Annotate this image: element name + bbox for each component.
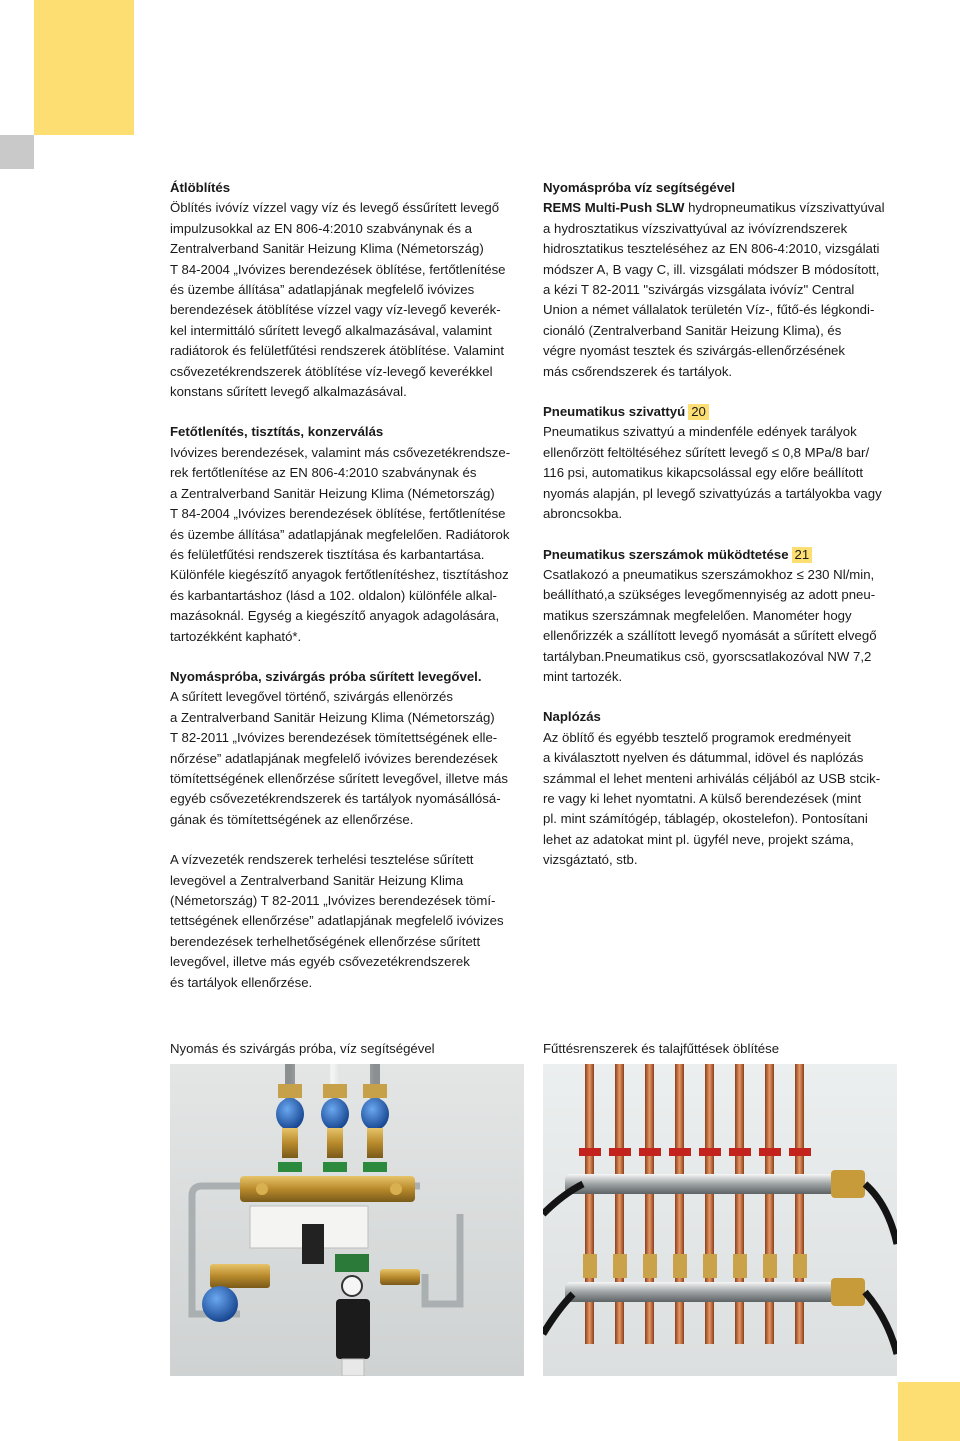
section-atoblites — [170, 178, 526, 402]
text-line: más csőrendszerek és tartályok. — [543, 363, 733, 379]
text-line: rek fertőtlenítése az EN 806-4:2010 szabványnak és — [170, 465, 477, 481]
text-line: 116 psi, automatikus kikapcsolással egy előre beállított — [543, 465, 864, 481]
text-line: impulzusokkal az EN 806-4:2010 szabványnak és a — [170, 220, 473, 236]
text-line: és tartályok ellenőrzése. — [170, 974, 313, 990]
right-text-column — [543, 178, 899, 891]
text-line: mint tartozék. — [543, 668, 623, 684]
text-line: a Zentralverband Sanitär Heizung Klima (Németország) — [170, 709, 495, 725]
text-line: Zentralverband Sanitär Heizung Klima (Németország) — [170, 241, 484, 257]
text-line: re vagy ki lehet nyomtatni. A külső berendezések (mint — [543, 790, 862, 806]
text-line: berendezések terhelhetőségének ellenőrzése sűrített — [170, 933, 481, 949]
text-line: beállítható,a szükséges levegőmennyiség az adott pneu- — [543, 587, 876, 603]
photo-water-pressure-test — [170, 1064, 524, 1376]
text-line: (Németország) T 82-2011 „Ivóvizes berendezések tömí- — [170, 893, 496, 908]
text-line: gának és tömítettségének az ellenőrzése. — [170, 811, 414, 827]
text-line: hidrosztatikus teszteléséhez az EN 806-4:2010, vizsgálati — [543, 241, 880, 257]
text-line: a kézi T 82-2011 "szivárgás vizsgálata ivóvíz" Central — [543, 282, 855, 298]
text-line: és üzembe állítása” adatlapjának megfelelő ivóvizes — [170, 282, 475, 298]
text-line: számmal el lehet menteni arhiválás céljából az USB stcik- — [543, 770, 881, 786]
section-heading: Nyomáspróba, szivárgás próba sűrített levegővel. — [170, 668, 482, 684]
section-heading-row — [543, 402, 899, 422]
text-line: kel intermittáló sűrített levegő alkalmazásával, valamint — [170, 322, 492, 338]
text-line: ellenőrzött feltöltéséhez sűrített levegő ≤ 0,8 MPa/8 bar/ — [543, 444, 870, 460]
page-reference-badge: 21 — [792, 547, 813, 563]
text-line: Ivóvizes berendezések, valamint más csővezetékrendsze- — [170, 444, 511, 460]
decorative-corner-block — [898, 1382, 960, 1441]
text-line: abroncsokba. — [543, 506, 623, 522]
text-line: pl. mint számítógép, táblagép, okostelefon). Pontosítani — [543, 811, 868, 827]
text-line: tartályban.Pneumatikus csö, gyorscsatlakozóval NW 7,2 — [543, 648, 872, 664]
text-line: Az öblítő és egyébb tesztelő programok eredményeit — [543, 729, 851, 745]
text-line: Pneumatikus szivattyú a mindenféle edények tarályok — [543, 424, 857, 440]
section-heading: Fetőtlenítés, tisztítás, konzerválás — [170, 424, 384, 440]
text-line: cionáló (Zentralverband Sanitär Heizung Klima), és — [543, 322, 842, 338]
section-fertotlenites — [170, 422, 526, 646]
text-line: A vízvezeték rendszerek terhelési tesztelése sűrített — [170, 852, 474, 868]
text-line: nőrzése” adatlapjának megfelelő ivóvizes berendezések — [170, 750, 498, 766]
text-line: A sűrített levegővel történő, szivárgás ellenörzés — [170, 689, 453, 705]
text-line — [543, 198, 899, 218]
text-line: Union a német vállalatok területén Víz-, fűtő-és légkondi- — [543, 302, 875, 318]
section-heading: Naplózás — [543, 709, 601, 725]
text-line: ellenőrizzék a szállított levegő nyomását a sűrített elvegő — [543, 628, 877, 644]
text-line: tartozékként kapható*. — [170, 628, 302, 644]
decorative-yellow-block — [34, 0, 134, 135]
text-fragment: hydropneumatikus vízszivattyúval — [684, 200, 885, 216]
text-line: és karbantartáshoz (lásd a 102. oldalon) különféle alkal- — [170, 587, 497, 603]
text-line: a kiválasztott nyelven és dátummal, idövel és naplózás — [543, 750, 864, 766]
text-line: nyomás alapján, pl levegő szivattyúzás a tartályokba vagy — [543, 485, 882, 501]
text-line: berendezések átöblítése vízzel vagy víz-levegő keverék- — [170, 302, 501, 318]
text-line: T 82-2011 „Ivóvizes berendezések tömítettségének elle- — [170, 730, 498, 746]
page-reference-badge: 20 — [688, 404, 709, 420]
text-line: lehet az adatokat mint pl. ügyfél neve, projekt száma, — [543, 831, 854, 847]
text-line: tettségének ellenőrzése” adatlapjának megfelelő ivóvizes — [170, 913, 504, 929]
text-line: a Zentralverband Sanitär Heizung Klima (Németország) — [170, 485, 495, 501]
section-naplozas — [543, 707, 899, 870]
text-line: a hydrosztatikus vízszivattyúval az ivóvízrendszerek — [543, 220, 848, 236]
text-line: Csatlakozó a pneumatikus szerszámokhoz ≤ 230 Nl/min, — [543, 566, 875, 582]
text-line: radiátorok és felületfűtési rendszerek átöblítése. Valamint — [170, 343, 505, 359]
text-line: T 84-2004 „Ivóvizes berendezések öblítése, fertőtlenítése — [170, 506, 506, 522]
text-line: konstans sűrített levegő alkalmazásával. — [170, 384, 407, 400]
text-line: mazásoknál. Egység a kiegészítő anyagok adagolására, — [170, 608, 500, 624]
photo-floor-heating-flush — [543, 1064, 897, 1376]
text-line: és üzembe állítása” adatlapjának megfelelően. Radiátorok — [170, 526, 510, 542]
text-line: egyéb csővezetékrendszerek és tartályok nyomásállósá- — [170, 791, 501, 807]
text-line: vizsgáztató, stb. — [543, 852, 638, 868]
text-line: T 84-2004 „Ivóvizes berendezések öblítése, fertőtlenítése — [170, 261, 506, 277]
text-line: levegövel a Zentralverband Sanitär Heizung Klima — [170, 872, 464, 888]
section-heading: Pneumatikus szerszámok müködtetése — [543, 546, 789, 562]
section-pneumatikus-szivattyu — [543, 402, 899, 524]
section-heading-row — [543, 545, 899, 565]
left-text-column — [170, 178, 526, 1013]
text-line: végre nyomást tesztek és szivárgás-ellenőrzésének — [543, 343, 845, 359]
decorative-grey-square — [0, 135, 34, 169]
figure-caption-right: Fűttésrenszerek és talajfűttések öblítése — [543, 1041, 780, 1056]
section-nyomasproba-viz — [543, 178, 899, 382]
section-pneumatikus-szerszamok — [543, 545, 899, 688]
section-terhelesi-teszt — [170, 850, 526, 993]
text-line: levegővel, illetve más egyéb csővezetékrendszerek — [170, 954, 470, 970]
section-heading: Pneumatikus szivattyú — [543, 404, 686, 420]
figure-caption-left: Nyomás és szivárgás próba, víz segítségével — [170, 1041, 435, 1056]
text-line: Különféle kiegészítő anyagok fertőtlenítéshez, tisztításhoz — [170, 567, 509, 583]
text-line: Öblítés ivóvíz vízzel vagy víz és levegő éssűrített levegő — [170, 200, 500, 216]
text-line: tömítettségének ellenőrzése sűrített levegővel, illetve más — [170, 770, 508, 786]
text-line: csővezetékrendszerek átöblítése víz-levegő keverékkel — [170, 363, 493, 379]
text-line: módszer A, B vagy C, ill. vizsgálati módszer B módosított, — [543, 261, 880, 277]
section-nyomasproba-levego — [170, 667, 526, 830]
section-heading: Átlöblítés — [170, 180, 231, 195]
text-line: matikus szerszámnak megfelelően. Manométer hogy — [543, 607, 852, 623]
section-heading: Nyomáspróba víz segítségével — [543, 180, 736, 195]
text-line: és felületfűtési rendszerek tisztítása és karbantartása. — [170, 546, 485, 562]
product-name: REMS Multi-Push SLW — [543, 200, 685, 216]
